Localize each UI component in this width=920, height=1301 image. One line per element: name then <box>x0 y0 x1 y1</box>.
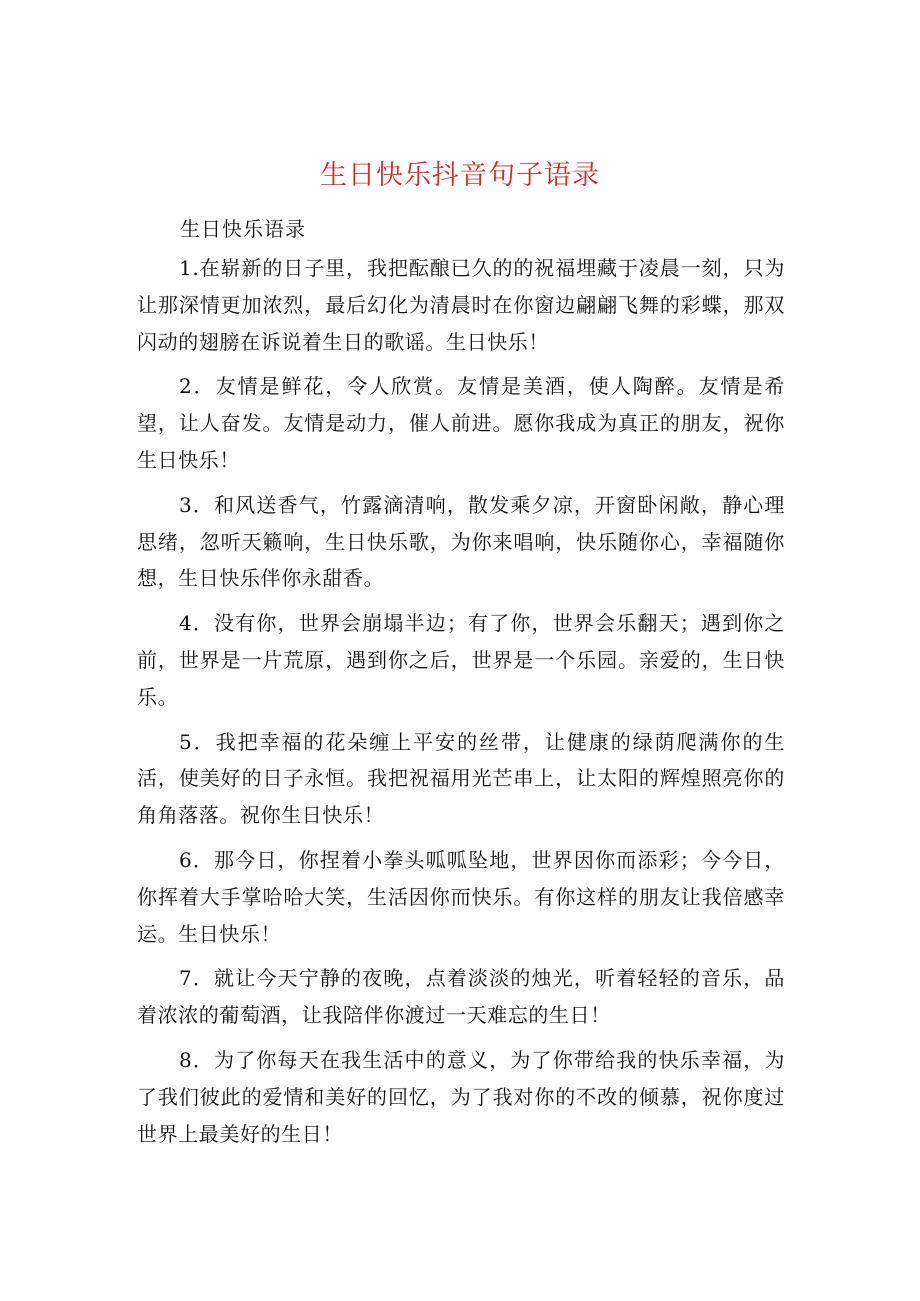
paragraph-6: 6．那今日，你捏着小拳头呱呱坠地，世界因你而添彩；今今日，你挥着大手掌哈哈大笑，生活因你而快乐。有你这样的朋友让我倍感幸运。生日快乐！ <box>137 847 785 946</box>
paragraph-7: 7．就让今天宁静的夜晚，点着淡淡的烛光，听着轻轻的音乐，品着浓浓的葡萄酒，让我陪伴你渡过一天难忘的生日！ <box>137 966 785 1028</box>
section-subheading: 生日快乐语录 <box>180 217 306 241</box>
paragraph-3: 3．和风送香气，竹露滴清响，散发乘夕凉，开窗卧闲敞，静心理思绪，忽听天籁响，生日快乐歌，为你来唱响，快乐随你心，幸福随你想，生日快乐伴你永甜香。 <box>137 492 785 591</box>
paragraph-1: 1.在崭新的日子里，我把酝酿已久的的祝福埋藏于凌晨一刻，只为让那深情更加浓烈，最后幻化为清晨时在你窗边翩翩飞舞的彩蝶，那双闪动的翅膀在诉说着生日的歌谣。生日快乐！ <box>137 256 785 354</box>
paragraph-2: 2．友情是鲜花，令人欣赏。友情是美酒，使人陶醉。友情是希望，让人奋发。友情是动力，催人前进。愿你我成为真正的朋友，祝你生日快乐！ <box>137 374 785 472</box>
paragraph-5: 5．我把幸福的花朵缠上平安的丝带，让健康的绿荫爬满你的生活，使美好的日子永恒。我把祝福用光芒串上，让太阳的辉煌照亮你的角角落落。祝你生日快乐！ <box>137 729 785 828</box>
document-title: 生日快乐抖音句子语录 <box>320 160 600 191</box>
document-body <box>137 250 785 1160</box>
paragraph-8: 8．为了你每天在我生活中的意义，为了你带给我的快乐幸福，为了我们彼此的爱情和美好的回忆，为了我对你的不改的倾慕，祝你度过世界上最美好的生日！ <box>137 1047 785 1146</box>
paragraph-4: 4．没有你，世界会崩塌半边；有了你，世界会乐翻天；遇到你之前，世界是一片荒原，遇到你之后，世界是一个乐园。亲爱的，生日快乐。 <box>137 611 785 709</box>
